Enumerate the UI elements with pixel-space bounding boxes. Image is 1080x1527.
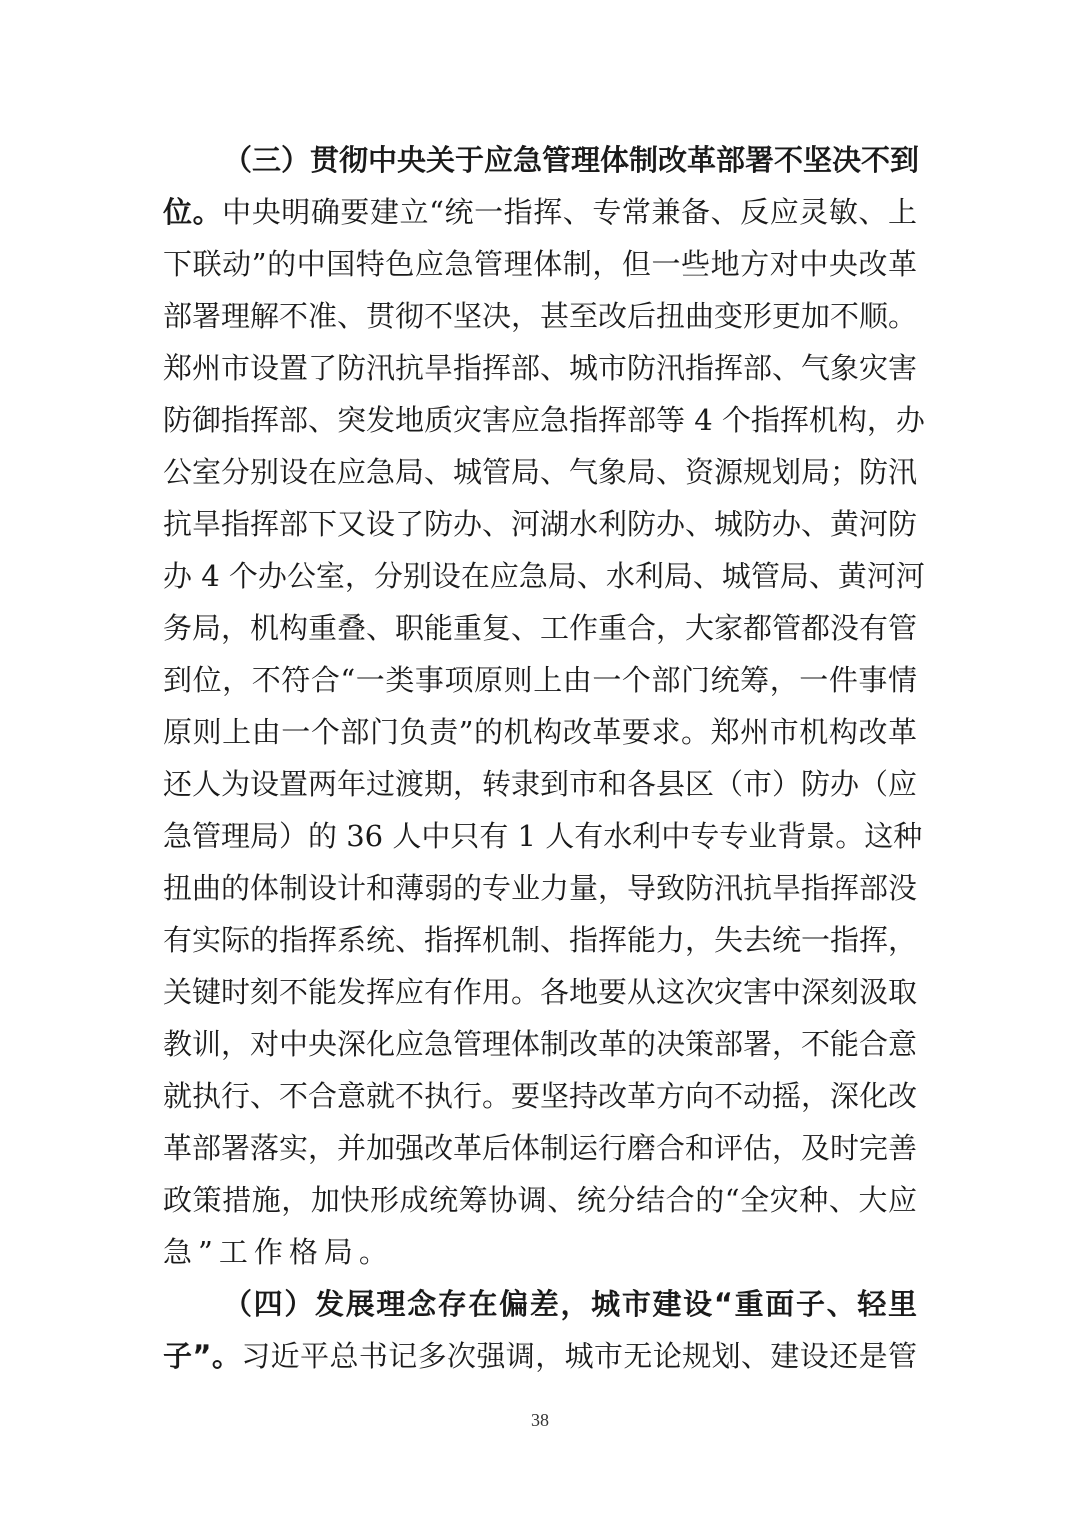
page-number: 38 [531,1410,549,1430]
section-4-heading-end: 子”。 [163,1339,242,1373]
body-line: 政策措施，加快形成统筹协调、统分结合的“全灾种、大应 [163,1183,917,1217]
body-line: 扭曲的体制设计和薄弱的专业力量，导致防汛抗旱指挥部没 [163,871,918,905]
body-line: 有实际的指挥系统、指挥机制、指挥能力，失去统一指挥， [163,923,918,957]
body-line: 务局，机构重叠、职能重复、工作重合，大家都管都没有管 [163,611,918,645]
section-4-text: 习近平总书记多次强调，城市无论规划、建设还是管 [241,1339,917,1373]
body-line: 原则上由一个部门负责”的机构改革要求。郑州市机构改革 [163,715,917,749]
section-3-line-1 [163,187,917,237]
body-line: 革部署落实，并加强改革后体制运行磨合和评估，及时完善 [163,1131,918,1165]
body-line: 还人为设置两年过渡期，转隶到市和各县区（市）防办（应 [163,767,918,801]
body-line: 急管理局）的 36 人中只有 1 人有水利中专专业背景。这种 [163,819,923,853]
section-3-heading: （三）贯彻中央关于应急管理体制改革部署不坚决不到 [223,143,920,177]
body-line: 关键时刻不能发挥应有作用。各地要从这次灾害中深刻汲取 [163,975,918,1009]
body-line: 就执行、不合意就不执行。要坚持改革方向不动摇，深化改 [163,1079,918,1113]
body-line: 急”工作格局。 [163,1235,394,1269]
section-3-heading-end: 位。 [163,195,223,229]
body-line: 公室分别设在应急局、城管局、气象局、资源规划局；防汛 [163,455,918,489]
body-line: 防御指挥部、突发地质灾害应急指挥部等 4 个指挥机构，办 [163,403,925,437]
section-3-text: 中央明确要建立“统一指挥、专常兼备、反应灵敏、上 [222,195,917,229]
body-line: 部署理解不准、贯彻不坚决，甚至改后扭曲变形更加不顺。 [163,299,918,333]
body-line: 抗旱指挥部下又设了防办、河湖水利防办、城防办、黄河防 [163,507,918,541]
body-line: 到位，不符合“一类事项原则上由一个部门统筹，一件事情 [163,663,917,697]
body-line: 办 4 个办公室，分别设在应急局、水利局、城管局、黄河河 [163,559,925,593]
section-4-heading: （四）发展理念存在偏差，城市建设“重面子、轻里 [223,1287,917,1321]
section-4-line-1 [163,1331,917,1381]
body-line: 郑州市设置了防汛抗旱指挥部、城市防汛指挥部、气象灾害 [163,351,918,385]
body-line: 下联动”的中国特色应急管理体制，但一些地方对中央改革 [163,247,917,281]
body-line: 教训，对中央深化应急管理体制改革的决策部署，不能合意 [163,1027,918,1061]
